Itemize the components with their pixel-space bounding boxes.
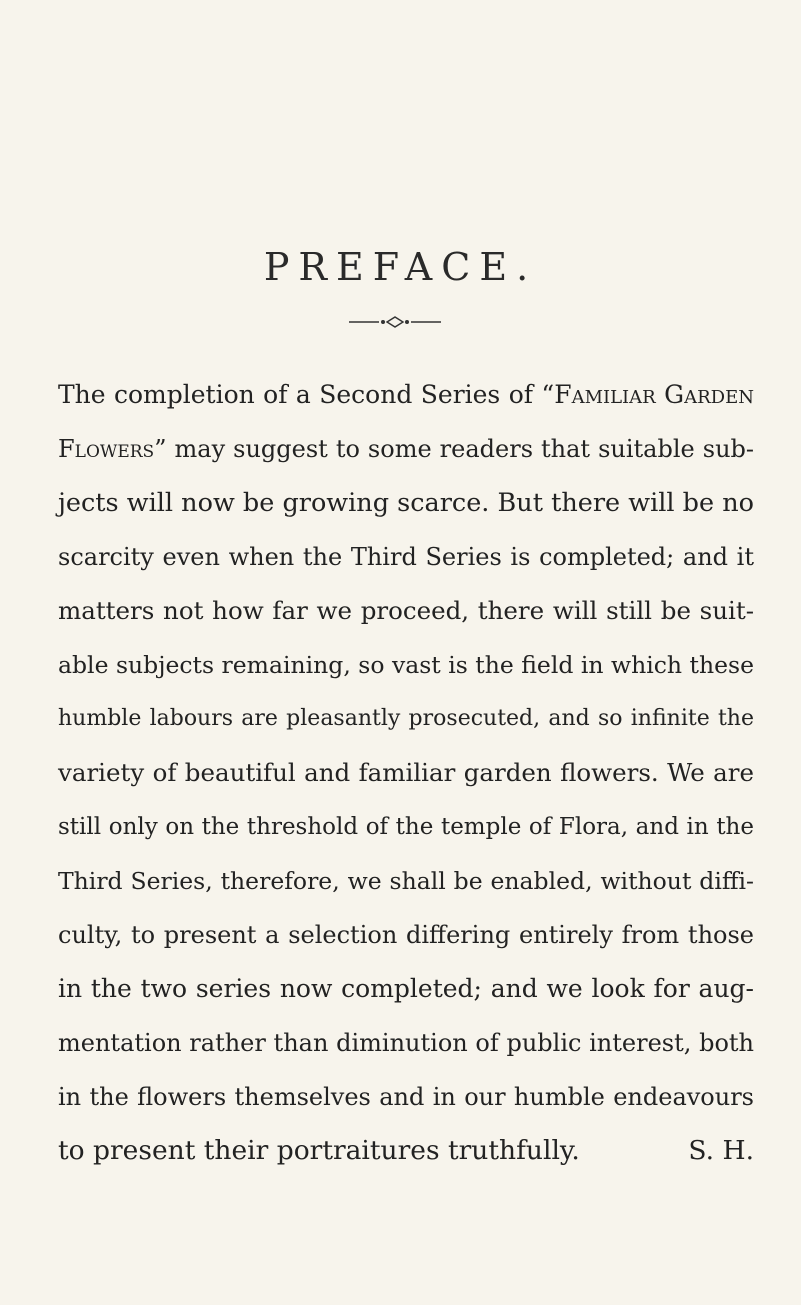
preface-line: in the two series now completed; and we look for aug- <box>58 974 754 1003</box>
preface-final-line <box>58 1124 754 1178</box>
preface-line: Flowers” may suggest to some readers that suitable sub- <box>58 435 754 463</box>
preface-line: matters not how far we proceed, there will still be suit- <box>58 596 754 625</box>
preface-line: variety of beautiful and familiar garden flowers. We are <box>58 758 754 787</box>
preface-line: Third Series, therefore, we shall be enabled, without diffi- <box>58 867 754 895</box>
preface-closing-text: to present their portraitures truthfully. <box>58 1135 580 1166</box>
preface-line: in the flowers themselves and in our humble endeavours <box>58 1083 754 1111</box>
preface-line: mentation rather than diminution of public interest, both <box>58 1029 754 1057</box>
page-title: PREFACE. <box>263 245 538 289</box>
preface-line: jects will now be growing scarce. But there will be no <box>58 488 754 518</box>
preface-line: able subjects remaining, so vast is the field in which these <box>58 651 754 679</box>
preface-line: still only on the threshold of the temple of Flora, and in the <box>58 814 754 840</box>
preface-line: humble labours are pleasantly prosecuted, and so infinite the <box>58 706 754 731</box>
preface-line: culty, to present a selection differing entirely from those <box>58 921 754 949</box>
preface-line: The completion of a Second Series of “Familiar Garden <box>58 380 754 409</box>
ornament-divider <box>345 314 445 330</box>
preface-line: scarcity even when the Third Series is completed; and it <box>58 543 754 571</box>
author-signature: S. H. <box>688 1135 754 1166</box>
preface-body <box>58 368 754 1178</box>
